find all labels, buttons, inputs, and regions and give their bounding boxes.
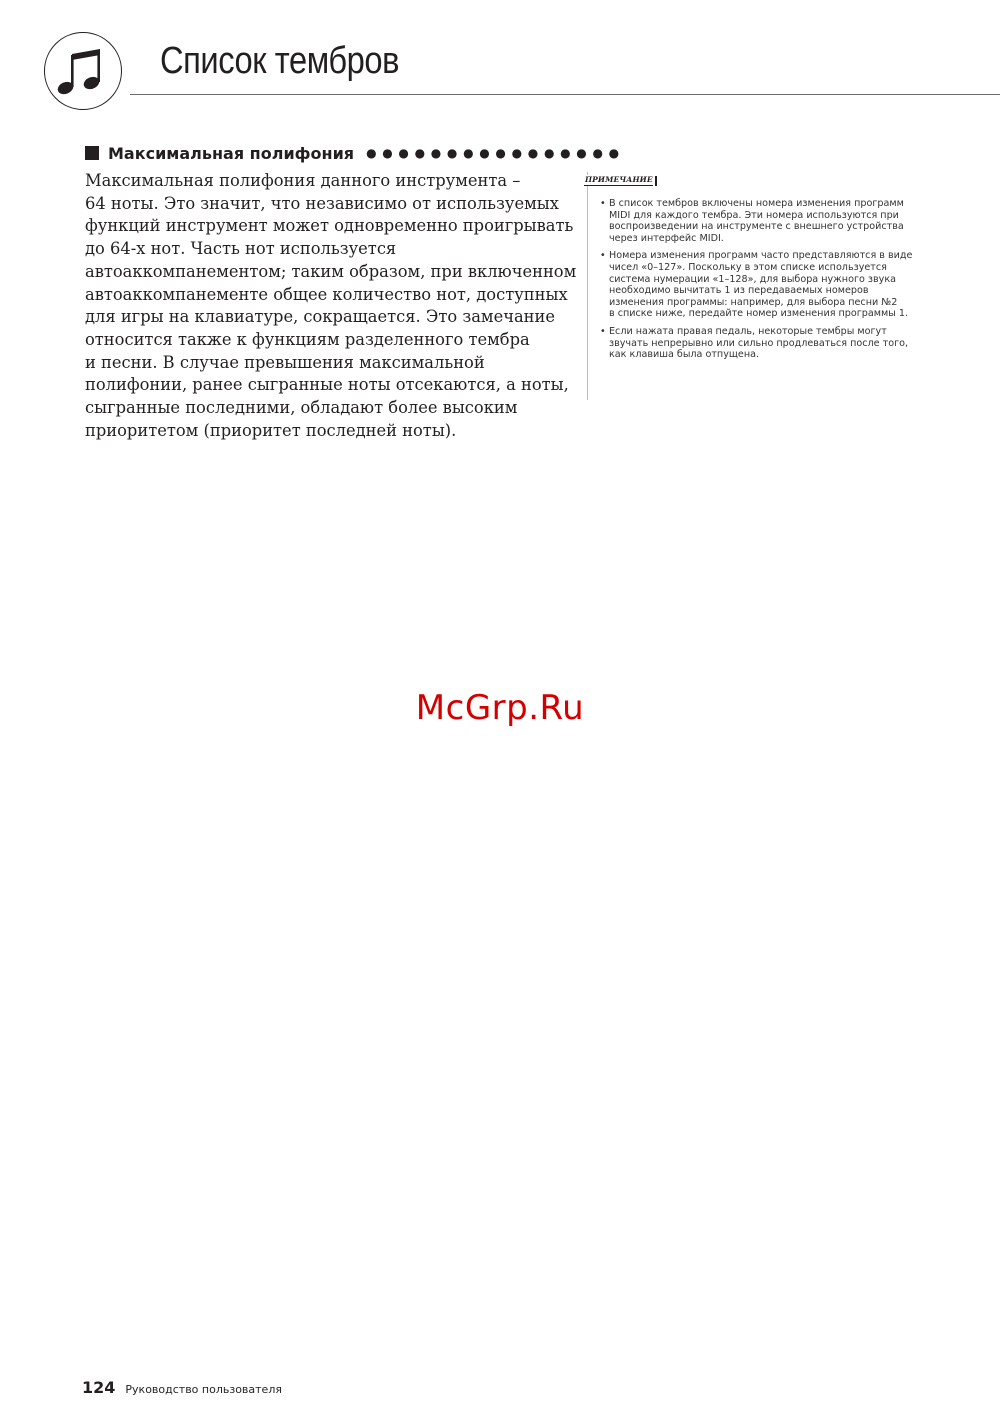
note-label: ПРИМЕЧАНИЕ [585, 175, 653, 184]
body-line: для игры на клавиатуре, сокращается. Это замечание [85, 307, 556, 327]
note-line: звучать непрерывно или сильно продлеваться после того, [609, 337, 909, 349]
body-line: Максимальная полифония данного инструмента – [85, 171, 521, 190]
note-line: • Если нажата правая педаль, некоторые тембры могут [609, 325, 887, 337]
section-heading [85, 141, 625, 165]
note-line: • Номера изменения программ часто представляются в виде [609, 250, 913, 262]
note-list [600, 198, 918, 367]
section-title: Максимальная полифония [108, 143, 355, 163]
note-item [600, 198, 918, 244]
header-rule [130, 94, 1000, 95]
page-number: 124 [82, 1378, 116, 1397]
note-line: изменения программы: например, для выбора песни №2 [609, 296, 898, 308]
body-line: относится также к функциям разделенного тембра [85, 329, 530, 349]
body-line: автоаккомпанементе общее количество нот, доступных [85, 284, 568, 304]
note-item [600, 250, 918, 320]
note-line: система нумерации «1–128», для выбора нужного звука [609, 273, 897, 285]
body-line: и песни. В случае превышения максимальной [85, 352, 485, 372]
note-line: через интерфейс MIDI. [609, 232, 724, 244]
note-line: в списке ниже, передайте номер изменения программы 1. [609, 308, 909, 320]
note-line: чисел «0–127». Поскольку в этом списке используется [609, 261, 887, 273]
note-item [600, 326, 918, 361]
body-line: сыгранные последними, обладают более высоким [85, 398, 518, 418]
footer-text: Руководство пользователя [125, 1383, 282, 1396]
dot-leader: ●●●●●●●●●●●●●●●● [366, 146, 625, 160]
watermark: McGrp.Ru [415, 688, 585, 728]
body-line: автоаккомпанементом; таким образом, при включенном [85, 261, 577, 281]
chapter-title: Список тембров [160, 40, 400, 82]
body-line: 64 ноты. Это значит, что независимо от используемых [85, 193, 559, 213]
body-line: функций инструмент может одновременно проигрывать [85, 216, 574, 236]
body-line: приоритетом (приоритет последней ноты). [85, 420, 457, 440]
note-line: как клавиша была отпущена. [609, 349, 760, 361]
page-footer [82, 1378, 282, 1400]
music-note-icon [44, 32, 122, 110]
square-bullet-icon [85, 146, 99, 160]
note-line: необходимо вычитать 1 из передаваемых номеров [609, 285, 869, 297]
section-body [85, 170, 575, 442]
note-line: • В список тембров включены номера изменения программ [609, 198, 904, 209]
note-line: воспроизведении на инструменте с внешнего устройства [609, 221, 904, 233]
body-line: до 64-х нот. Часть нот используется [85, 239, 397, 259]
note-sidebar [587, 172, 918, 400]
body-line: полифонии, ранее сыгранные ноты отсекаются, а ноты, [85, 375, 569, 395]
note-line: MIDI для каждого тембра. Эти номера используются при [609, 209, 899, 221]
